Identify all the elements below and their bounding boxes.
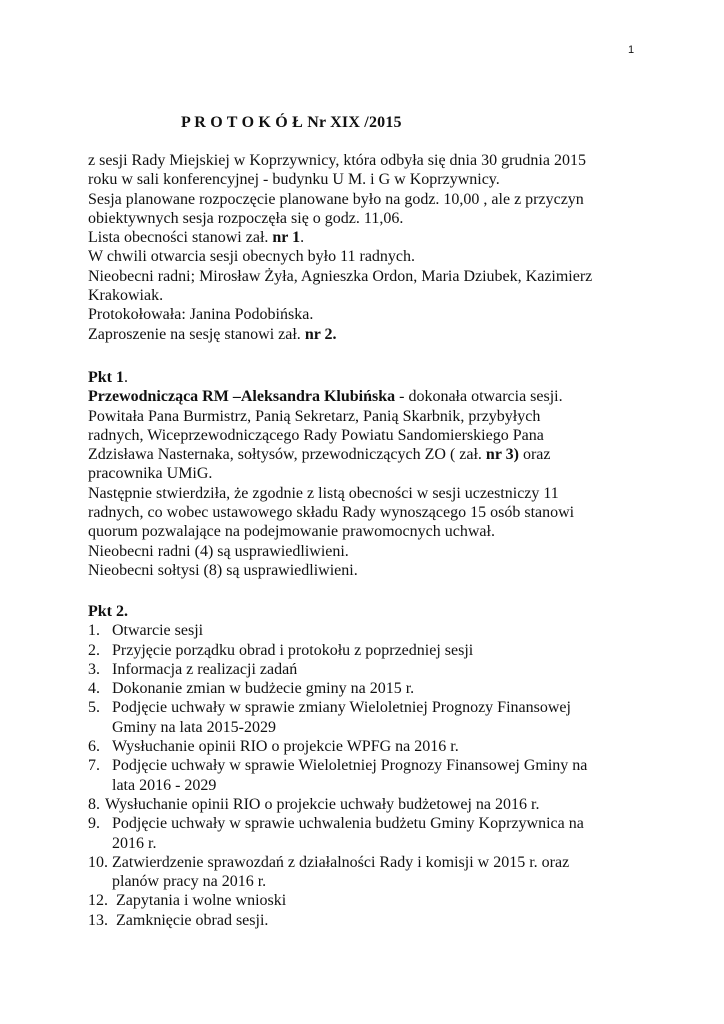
pkt1-line: quorum pozwalające na podejmowanie prawomocnych uchwał. — [88, 523, 495, 541]
agenda-number: 12. — [88, 892, 108, 910]
agenda-item — [88, 737, 648, 756]
agenda-text: Podjęcie uchwały w sprawie Wieloletniej Prognozy Finansowej Gminy na — [112, 757, 588, 775]
agenda-text: Otwarcie sesji — [112, 622, 204, 640]
agenda-number: 2. — [88, 641, 100, 659]
agenda-number: 9. — [88, 815, 100, 833]
pkt2-heading: Pkt 2. — [88, 603, 128, 620]
agenda-number: 3. — [88, 660, 100, 678]
agenda-number: 10. — [88, 853, 108, 871]
pkt1-section — [88, 368, 648, 580]
document-title: P R O T O K Ó Ł Nr XIX /2015 — [181, 114, 402, 131]
agenda-text: Podjęcie uchwały w sprawie uchwalenia budżetu Gminy Koprzywnica na — [112, 815, 584, 833]
intro-line: Krakowiak. — [88, 287, 164, 305]
agenda-item — [88, 795, 648, 814]
agenda-item — [88, 660, 648, 679]
attendance-text: Lista obecności stanowi zał. — [88, 229, 273, 247]
pkt1-line: Następnie stwierdziła, że zgodnie z listą obecności w sesji uczestniczy 11 — [88, 484, 559, 502]
attendance-end: . — [300, 229, 305, 247]
intro-line: Protokołowała: Janina Podobińska. — [88, 306, 314, 324]
agenda-number: 7. — [88, 757, 100, 775]
agenda-number: 6. — [88, 738, 100, 756]
pkt1-text: - dokonała otwarcia sesji. — [395, 388, 563, 406]
intro-section — [88, 151, 648, 344]
page-number: 1 — [628, 44, 635, 56]
agenda-text: Podjęcie uchwały w sprawie zmiany Wieloletniej Prognozy Finansowej — [112, 699, 571, 717]
agenda-item — [88, 814, 648, 833]
intro-line: Sesja planowane rozpoczęcie planowane było na godz. 10,00 , ale z przyczyn — [88, 190, 584, 208]
agenda-text: Wysłuchanie opinii RIO o projekcie WPFG na 2016 r. — [112, 738, 459, 756]
intro-line: z sesji Rady Miejskiej w Koprzywnicy, która odbyła się dnia 30 grudnia 2015 — [88, 152, 586, 169]
pkt1-text: Zdzisława Nasternaka, sołtysów, przewodniczących ZO ( zał. — [88, 446, 486, 464]
agenda-number: 1. — [88, 622, 100, 640]
attachment-ref: nr 3) — [485, 446, 519, 464]
agenda-text: Wysłuchanie opinii RIO o projekcie uchwały budżetowej na 2016 r. — [105, 795, 540, 813]
agenda-text: Informacja z realizacji zadań — [112, 660, 298, 678]
pkt1-line: Nieobecni sołtysi (8) są usprawiedliwieni. — [88, 561, 358, 579]
pkt1-heading-line — [88, 368, 648, 387]
agenda-item — [88, 679, 648, 698]
agenda-item — [88, 911, 648, 930]
agenda-text: Przyjęcie porządku obrad i protokołu z poprzedniej sesji — [112, 641, 474, 659]
agenda-item-continuation: Gminy na lata 2015-2029 — [112, 718, 276, 736]
intro-line: roku w sali konferencyjnej - budynku U M. i G w Koprzywnicy. — [88, 171, 500, 189]
invitation-line — [88, 325, 648, 344]
agenda-item-continuation: lata 2016 - 2029 — [112, 776, 217, 794]
agenda-number: 13. — [88, 911, 108, 929]
attachment-ref: nr 1 — [272, 229, 301, 247]
pkt1-line: radnych, Wiceprzewodniczącego Rady Powiatu Sandomierskiego Pana — [88, 426, 544, 444]
pkt1-heading: Pkt 1 — [88, 369, 124, 386]
agenda-number: 8. — [88, 795, 100, 813]
agenda-item — [88, 853, 648, 872]
agenda-item — [88, 891, 648, 910]
agenda-text: Zamknięcie obrad sesji. — [112, 911, 269, 929]
pkt1-line: radnych, co wobec ustawowego składu Rady wynoszącego 15 osób stanowi — [88, 504, 575, 522]
attachment-ref: nr 2. — [304, 325, 337, 343]
agenda-item — [88, 641, 648, 660]
pkt1-text: oraz — [518, 446, 551, 464]
agenda-item-continuation: 2016 r. — [112, 834, 157, 852]
pkt1-line: Powitała Pana Burmistrz, Panią Sekretarz, Panią Skarbnik, przybyłych — [88, 407, 541, 425]
agenda-item — [88, 756, 648, 775]
pkt1-heading-end: . — [124, 369, 128, 386]
intro-line: obiektywnych sesja rozpoczęła się o godz. 11,06. — [88, 209, 404, 227]
agenda-number: 4. — [88, 680, 100, 698]
agenda-number: 5. — [88, 699, 100, 717]
intro-line: W chwili otwarcia sesji obecnych było 11 radnych. — [88, 248, 416, 266]
pkt1-line: Nieobecni radni (4) są usprawiedliwieni. — [88, 542, 349, 560]
attendance-line — [88, 228, 648, 247]
invitation-text: Zaproszenie na sesję stanowi zał. — [88, 325, 305, 343]
agenda-item — [88, 698, 648, 717]
agenda-text: Zatwierdzenie sprawozdań z działalności Rady i komisji w 2015 r. oraz — [112, 853, 570, 871]
agenda-item — [88, 621, 648, 640]
pkt1-line — [88, 387, 648, 406]
agenda-text: Zapytania i wolne wnioski — [112, 892, 287, 910]
pkt1-line: pracownika UMiG. — [88, 465, 213, 483]
agenda-item-continuation: planów pracy na 2016 r. — [112, 873, 267, 891]
intro-line: Nieobecni radni; Mirosław Żyła, Agnieszka Ordon, Maria Dziubek, Kazimierz — [88, 267, 593, 285]
pkt2-section — [88, 602, 648, 930]
agenda-text: Dokonanie zmian w budżecie gminy na 2015 r. — [112, 680, 415, 698]
chairperson-name: Przewodnicząca RM –Aleksandra Klubińska — [88, 388, 396, 406]
pkt1-line — [88, 445, 648, 464]
